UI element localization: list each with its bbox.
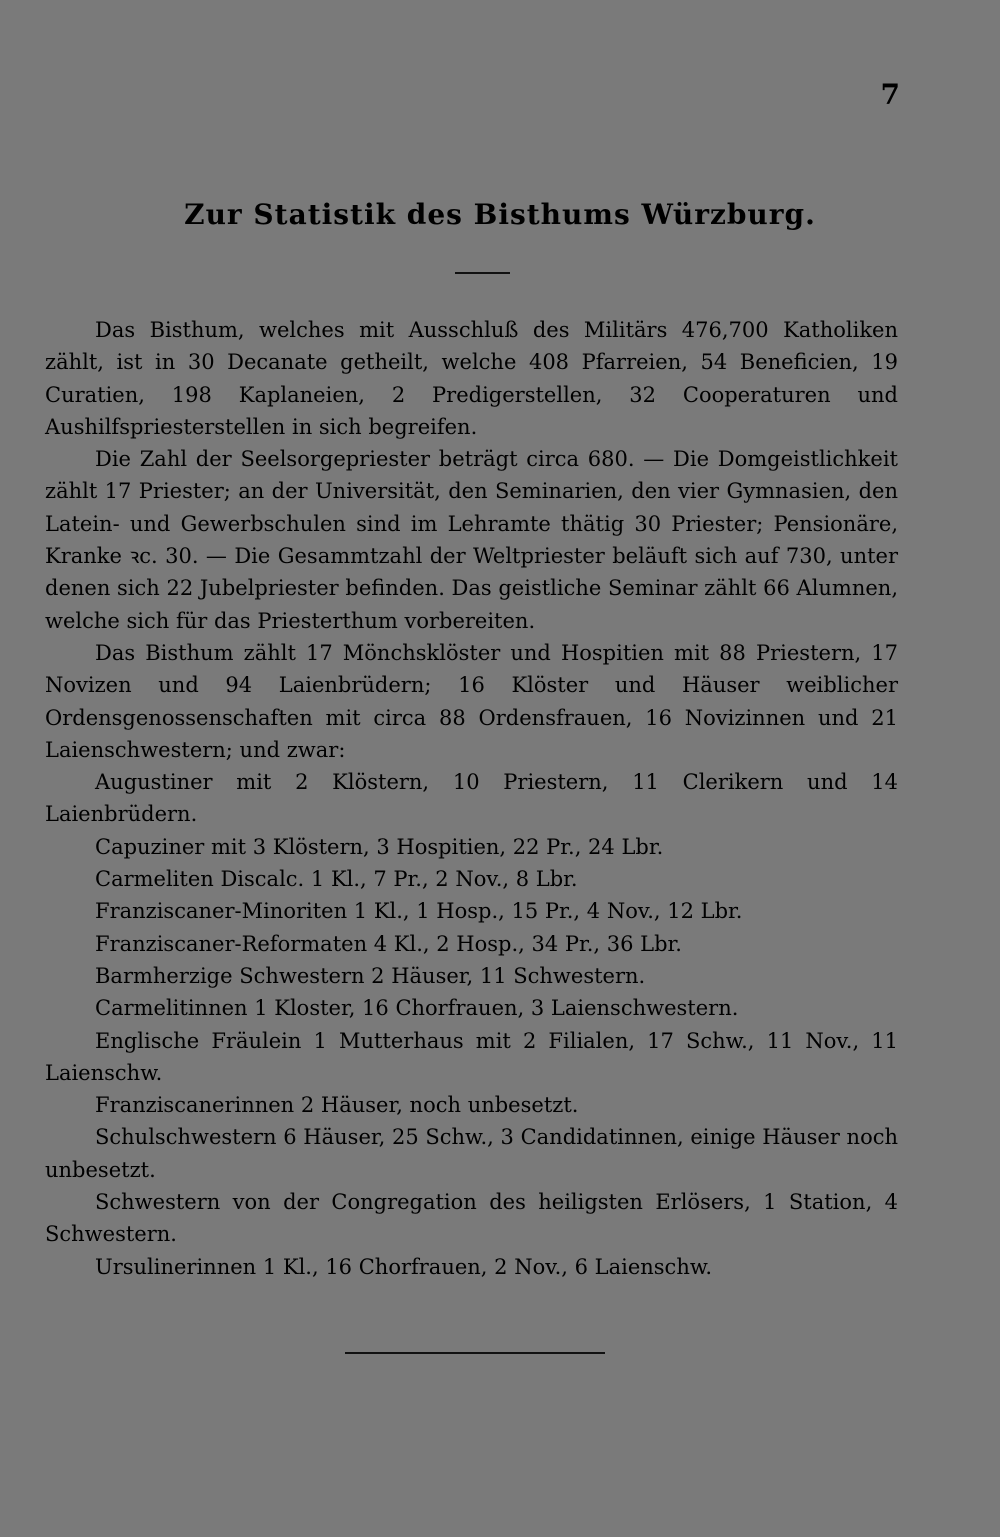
list-item: Franziscaner-Minoriten 1 Kl., 1 Hosp., 15 Pr., 4 Nov., 12 Lbr.: [95, 899, 743, 924]
list-item: Franziscanerinnen 2 Häuser, noch unbesetzt.: [95, 1093, 579, 1118]
paragraph: Die Zahl der Seelsorgepriester beträgt circa 680. — Die Domgeistlichkeit zählt 17 Priester; an der Universität, den Seminarien, den vier Gymnasien, den Latein- und Gewerbschulen sind im Lehramte thätig 30 Priester; Pensionäre, Kranke ꝛc. 30. — Die Gesammtzahl der Weltpriester beläuft sich auf 730, unter denen sich 22 Jubelpriester befinden. Das geistliche Seminar zählt 66 Alumnen, welche sich für das Priesterthum vorbereiten.: [45, 447, 898, 633]
list-item: Englische Fräulein 1 Mutterhaus mit 2 Filialen, 17 Schw., 11 Nov., 11 Laienschw.: [45, 1028, 898, 1085]
footer-divider: [345, 1352, 605, 1354]
page-title: Zur Statistik des Bisthums Würzburg.: [184, 198, 816, 231]
list-item: Schulschwestern 6 Häuser, 25 Schw., 3 Candidatinnen, einige Häuser noch unbesetzt.: [45, 1125, 898, 1182]
list-item: Schwestern von der Congregation des heiligsten Erlösers, 1 Station, 4 Schwestern.: [45, 1190, 898, 1247]
list-item: Franziscaner-Reformaten 4 Kl., 2 Hosp., 34 Pr., 36 Lbr.: [95, 931, 682, 956]
paragraph: Das Bisthum zählt 17 Mönchsklöster und Hospitien mit 88 Priestern, 17 Novizen und 94 Laienbrüdern; 16 Klöster und Häuser weiblicher Ordensgenossenschaften mit circa 88 Ordensfrauen, 16 Novizinnen und 21 Laienschwestern; und zwar:: [45, 640, 898, 762]
paragraph: Das Bisthum, welches mit Ausschluß des Militärs 476,700 Katholiken zählt, ist in 30 Decanate getheilt, welche 408 Pfarreien, 54 Beneficien, 19 Curatien, 198 Kaplaneien, 2 Predigerstellen, 32 Cooperaturen und Aushilfspriesterstellen in sich begreifen.: [45, 318, 898, 439]
order-list: [45, 766, 898, 1283]
body-text: [45, 314, 898, 1283]
list-item: Ursulinerinnen 1 Kl., 16 Chorfrauen, 2 Nov., 6 Laienschw.: [95, 1254, 712, 1279]
list-item: Carmelitinnen 1 Kloster, 16 Chorfrauen, 3 Laienschwestern.: [95, 996, 739, 1021]
list-item: Barmherzige Schwestern 2 Häuser, 11 Schwestern.: [95, 963, 646, 988]
list-item: Augustiner mit 2 Klöstern, 10 Priestern, 11 Clerikern und 14 Laienbrüdern.: [45, 770, 898, 827]
page-number: 7: [880, 78, 900, 111]
list-item: Carmeliten Discalc. 1 Kl., 7 Pr., 2 Nov., 8 Lbr.: [95, 867, 578, 892]
list-item: Capuziner mit 3 Klöstern, 3 Hospitien, 22 Pr., 24 Lbr.: [95, 834, 664, 859]
title-divider: [455, 272, 510, 274]
